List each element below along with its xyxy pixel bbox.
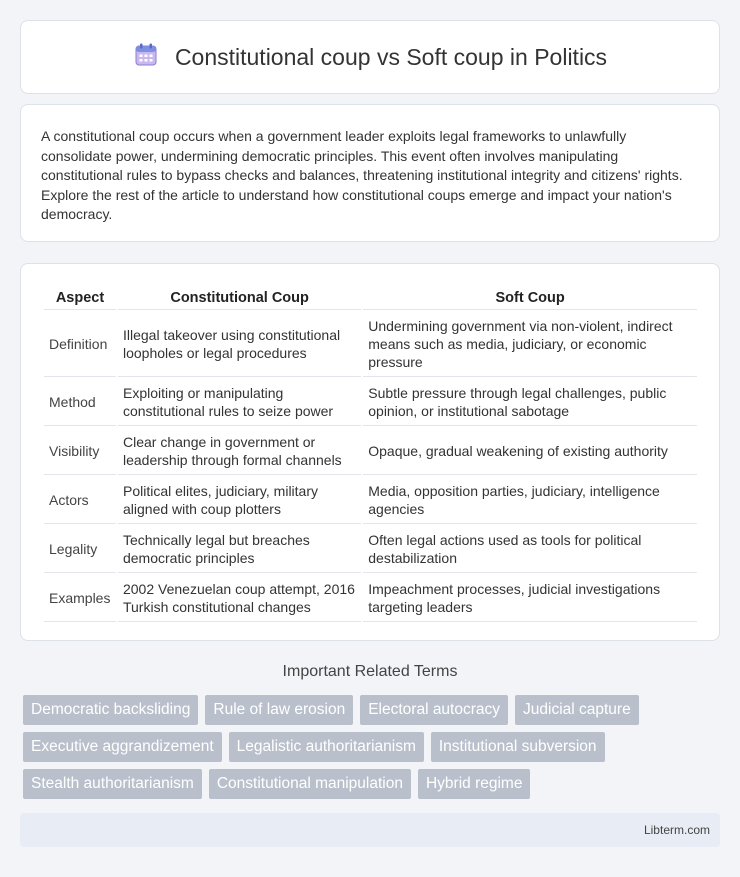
column-header: Soft Coup [363, 286, 697, 310]
calendar-icon [133, 42, 159, 73]
aspect-cell: Examples [44, 575, 116, 622]
table-row [44, 526, 697, 573]
table-row [44, 379, 697, 426]
soft-coup-cell: Media, opposition parties, judiciary, intelligence agencies [363, 477, 697, 524]
intro-card [20, 104, 720, 242]
related-terms-list [23, 695, 723, 799]
footer [20, 813, 720, 847]
related-term-tag[interactable]: Stealth authoritarianism [23, 769, 202, 799]
table-header-row [44, 286, 697, 310]
table-row [44, 312, 697, 377]
aspect-cell: Legality [44, 526, 116, 573]
constitutional-cell: Technically legal but breaches democratic principles [118, 526, 361, 573]
intro-paragraph: A constitutional coup occurs when a government leader exploits legal frameworks to unlawfully consolidate power, undermining democratic principles. This event often involves manipulating constitutional rules to bypass checks and balances, threatening institutional integrity and citizens' rights. Explore the rest of the article to understand how constitutional coups emerge and impact your nation's democracy. [41, 128, 683, 222]
related-term-tag[interactable]: Judicial capture [515, 695, 639, 725]
related-term-tag[interactable]: Electoral autocracy [360, 695, 508, 725]
footer-brand[interactable]: Libterm.com [643, 823, 710, 837]
related-terms-title: Important Related Terms [282, 663, 458, 680]
related-term-tag[interactable]: Institutional subversion [431, 732, 605, 762]
soft-coup-cell: Opaque, gradual weakening of existing authority [363, 428, 697, 475]
constitutional-cell: Clear change in government or leadership through formal channels [118, 428, 361, 475]
header-card [20, 20, 720, 94]
constitutional-cell: 2002 Venezuelan coup attempt, 2016 Turkish constitutional changes [118, 575, 361, 622]
soft-coup-cell: Undermining government via non-violent, indirect means such as media, judiciary, or economic pressure [363, 312, 697, 377]
constitutional-cell: Exploiting or manipulating constitutional rules to seize power [118, 379, 361, 426]
soft-coup-cell: Impeachment processes, judicial investigations targeting leaders [363, 575, 697, 622]
constitutional-cell: Political elites, judiciary, military aligned with coup plotters [118, 477, 361, 524]
table-row [44, 477, 697, 524]
related-term-tag[interactable]: Constitutional manipulation [209, 769, 411, 799]
related-term-tag[interactable]: Rule of law erosion [205, 695, 353, 725]
comparison-card [20, 263, 720, 641]
soft-coup-cell: Subtle pressure through legal challenges, public opinion, or institutional sabotage [363, 379, 697, 426]
aspect-cell: Definition [44, 312, 116, 377]
aspect-cell: Method [44, 379, 116, 426]
related-term-tag[interactable]: Executive aggrandizement [23, 732, 222, 762]
related-term-tag[interactable]: Legalistic authoritarianism [229, 732, 424, 762]
aspect-cell: Actors [44, 477, 116, 524]
related-term-tag[interactable]: Hybrid regime [418, 769, 530, 799]
aspect-cell: Visibility [44, 428, 116, 475]
constitutional-cell: Illegal takeover using constitutional loopholes or legal procedures [118, 312, 361, 377]
table-row [44, 575, 697, 622]
related-term-tag[interactable]: Democratic backsliding [23, 695, 198, 725]
comparison-table [42, 284, 699, 624]
table-row [44, 428, 697, 475]
soft-coup-cell: Often legal actions used as tools for political destabilization [363, 526, 697, 573]
column-header: Constitutional Coup [118, 286, 361, 310]
column-header: Aspect [44, 286, 116, 310]
page-title: Constitutional coup vs Soft coup in Politics [174, 43, 608, 70]
